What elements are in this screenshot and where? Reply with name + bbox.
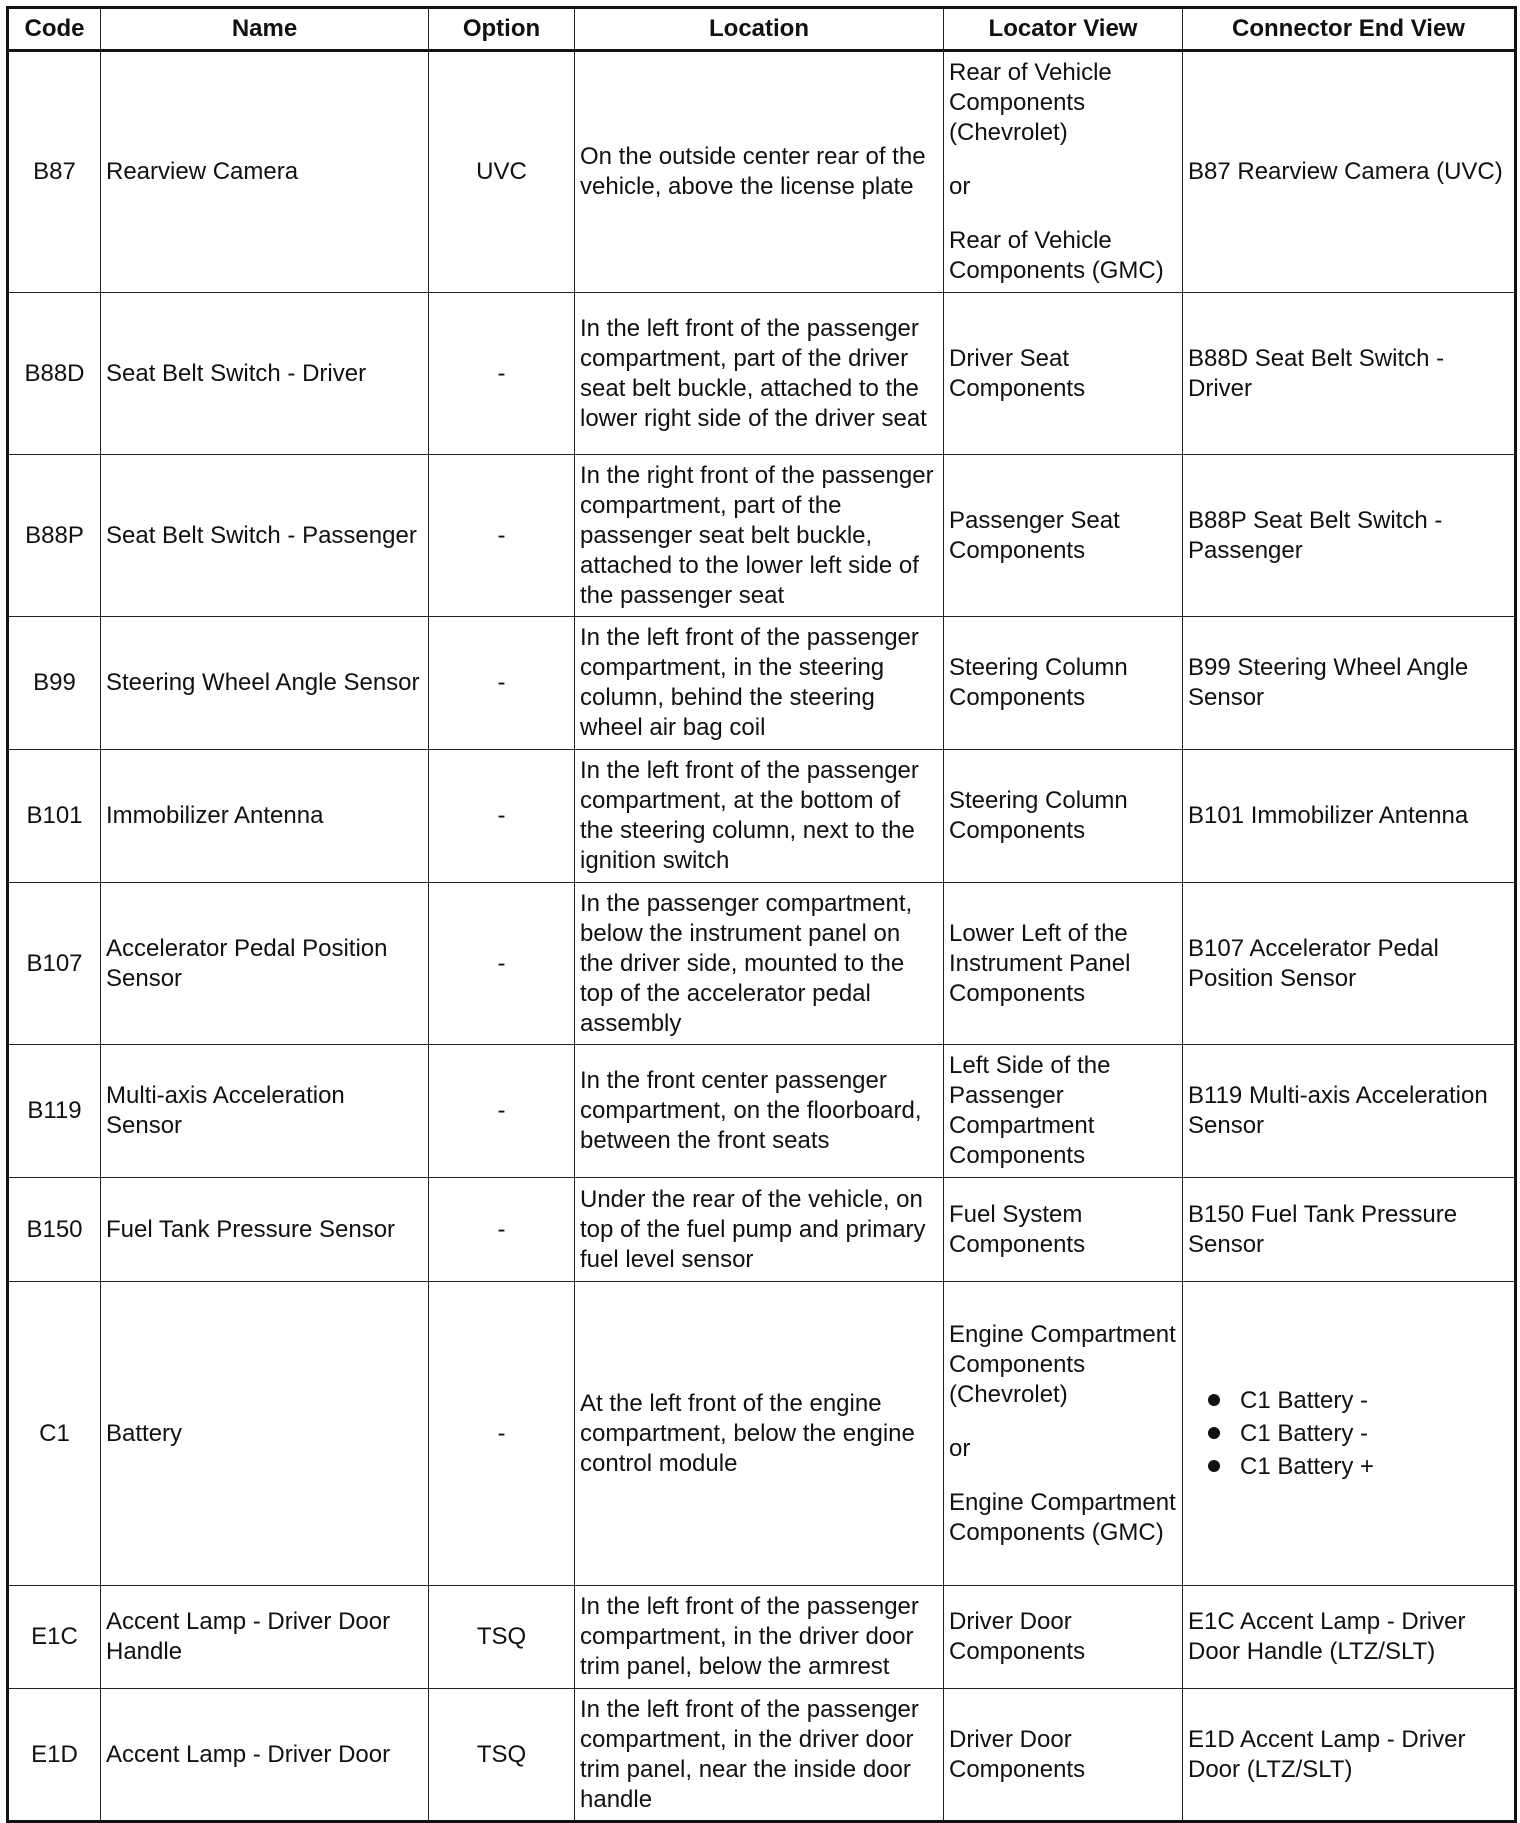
cell-option: - <box>429 1178 575 1282</box>
cell-locator-view: Steering Column Components <box>944 617 1183 750</box>
cell-option: TSQ <box>429 1689 575 1822</box>
cell-connector-end-view: B88D Seat Belt Switch - Driver <box>1183 293 1516 455</box>
component-locator-document <box>6 6 1514 1823</box>
cell-locator-view: Steering Column Components <box>944 750 1183 883</box>
cell-location: In the left front of the passenger compartment, in the driver door trim panel, below the armrest <box>575 1586 944 1689</box>
cell-connector-end-view: B150 Fuel Tank Pressure Sensor <box>1183 1178 1516 1282</box>
cell-location: In the right front of the passenger compartment, part of the passenger seat belt buckle, attached to the lower left side of the passenger seat <box>575 455 944 617</box>
cell-locator-view <box>944 1282 1183 1586</box>
cell-name: Accelerator Pedal Position Sensor <box>101 883 429 1045</box>
cell-location: At the left front of the engine compartment, below the engine control module <box>575 1282 944 1586</box>
cell-name: Seat Belt Switch - Passenger <box>101 455 429 617</box>
cell-code: B99 <box>8 617 101 750</box>
cell-locator-view: Fuel System Components <box>944 1178 1183 1282</box>
header-option: Option <box>429 8 575 51</box>
table-row <box>8 1689 1516 1822</box>
header-location: Location <box>575 8 944 51</box>
cell-location: Under the rear of the vehicle, on top of the fuel pump and primary fuel level sensor <box>575 1178 944 1282</box>
cell-name: Battery <box>101 1282 429 1586</box>
header-row <box>8 8 1516 51</box>
header-connector-end-view: Connector End View <box>1183 8 1516 51</box>
cell-connector-end-view: E1C Accent Lamp - Driver Door Handle (LTZ/SLT) <box>1183 1586 1516 1689</box>
cell-connector-end-view: B101 Immobilizer Antenna <box>1183 750 1516 883</box>
cell-option: - <box>429 617 575 750</box>
locator-view-or: or <box>949 1434 971 1462</box>
cell-locator-view: Driver Door Components <box>944 1586 1183 1689</box>
cell-code: B119 <box>8 1045 101 1178</box>
cell-locator-view <box>944 51 1183 293</box>
locator-view-gmc: Rear of Vehicle Components (GMC) <box>949 227 1164 284</box>
cell-connector-end-view: B99 Steering Wheel Angle Sensor <box>1183 617 1516 750</box>
cell-name: Accent Lamp - Driver Door Handle <box>101 1586 429 1689</box>
cell-name: Fuel Tank Pressure Sensor <box>101 1178 429 1282</box>
cell-option: - <box>429 293 575 455</box>
cell-location: In the left front of the passenger compartment, in the steering column, behind the steering wheel air bag coil <box>575 617 944 750</box>
connector-bullet-item: C1 Battery + <box>1188 1450 1509 1483</box>
table-row <box>8 1045 1516 1178</box>
locator-view-chevrolet: Engine Compartment Components (Chevrolet) <box>949 1320 1176 1408</box>
cell-name: Immobilizer Antenna <box>101 750 429 883</box>
cell-location: In the left front of the passenger compartment, at the bottom of the steering column, next to the ignition switch <box>575 750 944 883</box>
header-locator-view: Locator View <box>944 8 1183 51</box>
table-row <box>8 1586 1516 1689</box>
cell-connector-end-view: E1D Accent Lamp - Driver Door (LTZ/SLT) <box>1183 1689 1516 1822</box>
locator-view-or: or <box>949 173 971 200</box>
cell-option: - <box>429 1045 575 1178</box>
cell-option: - <box>429 1282 575 1586</box>
cell-connector-end-view <box>1183 1282 1516 1586</box>
cell-code: B107 <box>8 883 101 1045</box>
cell-code: E1C <box>8 1586 101 1689</box>
cell-code: E1D <box>8 1689 101 1822</box>
table-row <box>8 293 1516 455</box>
connector-bullet-list <box>1188 1384 1509 1483</box>
cell-locator-view: Passenger Seat Components <box>944 455 1183 617</box>
cell-location: On the outside center rear of the vehicle, above the license plate <box>575 51 944 293</box>
connector-bullet-item: C1 Battery - <box>1188 1417 1509 1450</box>
locator-view-chevrolet: Rear of Vehicle Components (Chevrolet) <box>949 59 1112 146</box>
cell-option: TSQ <box>429 1586 575 1689</box>
cell-connector-end-view: B107 Accelerator Pedal Position Sensor <box>1183 883 1516 1045</box>
table-row <box>8 1282 1516 1586</box>
cell-name: Rearview Camera <box>101 51 429 293</box>
table-row <box>8 51 1516 293</box>
cell-location: In the left front of the passenger compartment, part of the driver seat belt buckle, attached to the lower right side of the driver seat <box>575 293 944 455</box>
table-row <box>8 617 1516 750</box>
cell-code: B88D <box>8 293 101 455</box>
cell-location: In the front center passenger compartment, on the floorboard, between the front seats <box>575 1045 944 1178</box>
table-row <box>8 1178 1516 1282</box>
cell-name: Steering Wheel Angle Sensor <box>101 617 429 750</box>
cell-code: B88P <box>8 455 101 617</box>
cell-code: C1 <box>8 1282 101 1586</box>
component-location-table <box>6 6 1517 1823</box>
cell-connector-end-view: B87 Rearview Camera (UVC) <box>1183 51 1516 293</box>
cell-locator-view: Driver Seat Components <box>944 293 1183 455</box>
table-row <box>8 455 1516 617</box>
cell-locator-view: Driver Door Components <box>944 1689 1183 1822</box>
cell-name: Multi-axis Acceleration Sensor <box>101 1045 429 1178</box>
table-row <box>8 883 1516 1045</box>
table-row <box>8 750 1516 883</box>
cell-name: Seat Belt Switch - Driver <box>101 293 429 455</box>
cell-option: - <box>429 750 575 883</box>
cell-option: UVC <box>429 51 575 293</box>
cell-connector-end-view: B119 Multi-axis Acceleration Sensor <box>1183 1045 1516 1178</box>
header-name: Name <box>101 8 429 51</box>
cell-locator-view: Lower Left of the Instrument Panel Components <box>944 883 1183 1045</box>
cell-locator-view: Left Side of the Passenger Compartment Components <box>944 1045 1183 1178</box>
cell-code: B101 <box>8 750 101 883</box>
cell-location: In the passenger compartment, below the instrument panel on the driver side, mounted to the top of the accelerator pedal assembly <box>575 883 944 1045</box>
connector-bullet-item: C1 Battery - <box>1188 1384 1509 1417</box>
cell-location: In the left front of the passenger compartment, in the driver door trim panel, near the inside door handle <box>575 1689 944 1822</box>
cell-connector-end-view: B88P Seat Belt Switch - Passenger <box>1183 455 1516 617</box>
cell-code: B150 <box>8 1178 101 1282</box>
locator-view-gmc: Engine Compartment Components (GMC) <box>949 1488 1176 1546</box>
header-code: Code <box>8 8 101 51</box>
cell-code: B87 <box>8 51 101 293</box>
cell-option: - <box>429 883 575 1045</box>
cell-name: Accent Lamp - Driver Door <box>101 1689 429 1822</box>
cell-option: - <box>429 455 575 617</box>
